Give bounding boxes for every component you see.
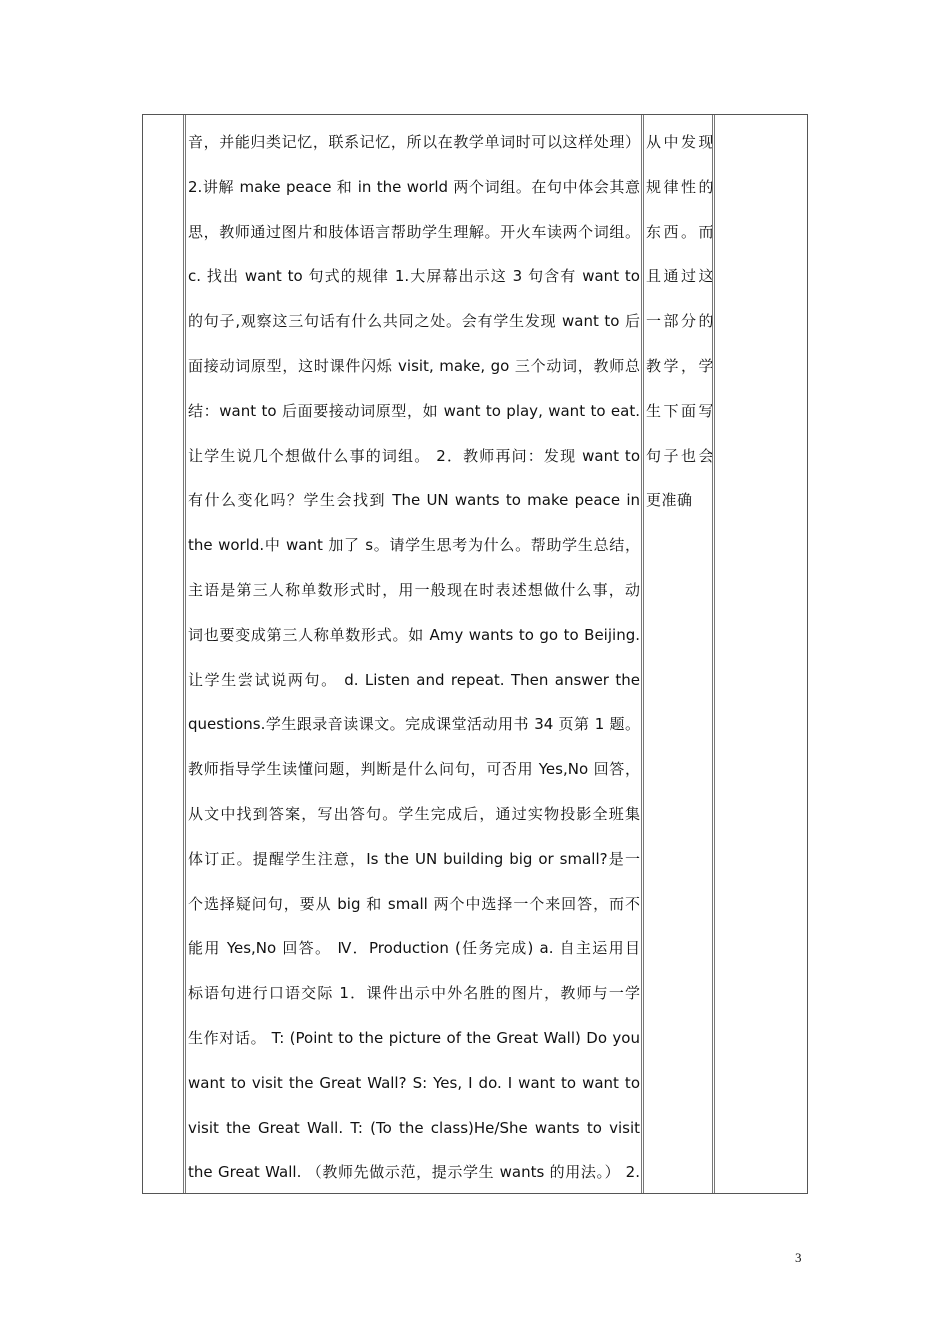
note-line: 规律性的 bbox=[646, 177, 714, 196]
text-line: 能用 Yes,No 回答。 Ⅳ．Production (任务完成) a. 自主运用目 bbox=[188, 939, 640, 958]
text-line: 个选择疑问句，要从 big 和 small 两个中选择一个来回答，而不 bbox=[188, 894, 640, 913]
text-line: 思，教师通过图片和肢体语言帮助学生理解。开火车读两个词组。 bbox=[188, 222, 640, 241]
blank-column-left bbox=[143, 115, 183, 1193]
text-line: visit the Great Wall. T: (To the class)He/She wants to visit bbox=[188, 1118, 640, 1137]
text-line: 从文中找到答案，写出答句。学生完成后，通过实物投影全班集 bbox=[188, 804, 640, 823]
text-line: c. 找出 want to 句式的规律 1.大屏幕出示这 3 句含有 want to bbox=[188, 267, 640, 286]
lesson-plan-table bbox=[142, 114, 808, 1194]
note-line: 东西。而 bbox=[646, 222, 714, 241]
note-line: 教学，学 bbox=[646, 356, 714, 375]
page-number: 3 bbox=[795, 1250, 802, 1265]
text-line: 标语句进行口语交际 1．课件出示中外名胜的图片，教师与一学 bbox=[188, 984, 640, 1003]
note-line: 生下面写 bbox=[646, 401, 714, 420]
text-line: 教师指导学生读懂问题，判断是什么问句，可否用 Yes,No 回答， bbox=[188, 760, 640, 779]
text-line: 让学生尝试说两句。 d. Listen and repeat. Then answer the bbox=[188, 670, 640, 689]
text-line: 主语是第三人称单数形式时，用一般现在时表述想做什么事，动 bbox=[188, 580, 640, 599]
note-line: 一部分的 bbox=[646, 312, 714, 331]
text-line: 词也要变成第三人称单数形式。如 Amy wants to go to Beijing. bbox=[188, 625, 640, 644]
teaching-process-text bbox=[188, 127, 640, 1202]
design-intent-text bbox=[646, 127, 714, 530]
text-line: the Great Wall. （教师先做示范，提示学生 wants 的用法。） 2. bbox=[188, 1163, 640, 1182]
text-line: 音，并能归类记忆，联系记忆，所以在教学单词时可以这样处理） bbox=[188, 133, 640, 151]
text-line: 体订正。提醒学生注意，Is the UN building big or small?是一 bbox=[188, 849, 640, 868]
text-line: 的句子,观察这三句话有什么共同之处。会有学生发现 want to 后 bbox=[188, 312, 640, 331]
note-line: 更准确 bbox=[646, 491, 693, 510]
blank-column-right bbox=[712, 115, 807, 1193]
teaching-process-column bbox=[183, 115, 641, 1193]
text-line: 结：want to 后面要接动词原型，如 want to play, want to eat. bbox=[188, 401, 640, 420]
text-line: 有什么变化吗？学生会找到 The UN wants to make peace in bbox=[188, 491, 640, 510]
note-line: 句子也会 bbox=[646, 446, 714, 465]
note-line: 且通过这 bbox=[646, 267, 714, 286]
text-line: questions.学生跟录音读课文。完成课堂活动用书 34 页第 1 题。 bbox=[188, 715, 640, 734]
text-line: want to visit the Great Wall? S: Yes, I do. I want to want to bbox=[188, 1073, 640, 1092]
note-line: 从中发现 bbox=[646, 133, 714, 151]
text-line: the world.中 want 加了 s。请学生思考为什么。帮助学生总结， bbox=[188, 536, 640, 555]
text-line: 面接动词原型，这时课件闪烁 visit, make, go 三个动词，教师总 bbox=[188, 356, 640, 375]
text-line: 让学生说几个想做什么事的词组。 2．教师再问：发现 want to bbox=[188, 446, 640, 465]
design-intent-column bbox=[641, 115, 712, 1193]
text-line: 2.讲解 make peace 和 in the world 两个词组。在句中体会其意 bbox=[188, 177, 640, 196]
text-line: 生作对话。 T: (Point to the picture of the Great Wall) Do you bbox=[188, 1028, 640, 1047]
